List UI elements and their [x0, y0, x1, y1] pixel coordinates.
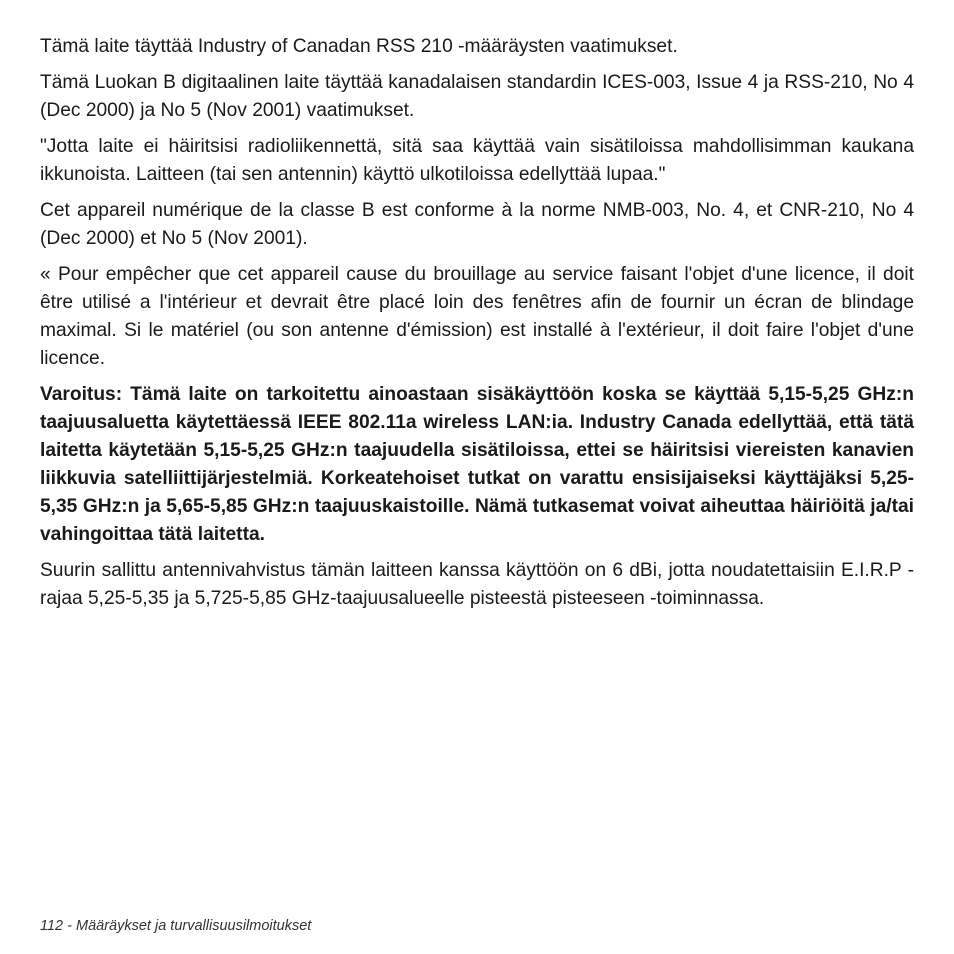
paragraph-class-b-fi: Tämä Luokan B digitaalinen laite täyttää kanadalaisen standardin ICES-003, Issue 4 ja RSS-210, No 4 (Dec 2000) ja No 5 (Nov 2001) vaatimukset. [40, 72, 914, 121]
page-footer: 112 - Määräykset ja turvallisuusilmoitukset [40, 918, 312, 934]
document-body [40, 33, 914, 621]
paragraph-ic-compliance: Tämä laite täyttää Industry of Canadan RSS 210 -määräysten vaatimukset. [40, 36, 678, 57]
paragraph-interference-fr: « Pour empêcher que cet appareil cause du brouillage au service faisant l'objet d'une licence, il doit être utilisé a l'intérieur et devrait être placé loin des fenêtres afin de fournir un écran de blindage maximal. Si le matériel (ou son antenne d'émission) est installé à l'extérieur, il doit faire l'objet d'une licence. [40, 264, 914, 369]
paragraph-antenna-gain: Suurin sallittu antennivahvistus tämän laitteen kanssa käyttöön on 6 dBi, jotta noudatettaisiin E.I.R.P -rajaa 5,25-5,35 ja 5,725-5,85 GHz-taajuusalueelle pisteestä pisteeseen -toiminnassa. [40, 560, 914, 609]
paragraph-warning: Varoitus: Tämä laite on tarkoitettu ainoastaan sisäkäyttöön koska se käyttää 5,15-5,25 GHz:n taajuusaluetta käytettäessä IEEE 802.11a wireless LAN:ia. Industry Canada edellyttää, että tätä laitetta käytetään 5,15-5,25 GHz:n taajuudella sisätiloissa, ettei se häiritsisi viereisten kanavien liikkuvia satelliittijärjestelmiä. Korkeatehoiset tutkat on varattu ensisijaiseksi käyttäjäksi 5,25-5,35 GHz:n ja 5,65-5,85 GHz:n taajuuskaistoille. Nämä tutkasemat voivat aiheuttaa häiriöitä ja/tai vahingoittaa tätä laitetta. [40, 384, 914, 545]
paragraph-radio-interference-fi: "Jotta laite ei häiritsisi radioliikennettä, sitä saa käyttää vain sisätiloissa mahdollisimman kaukana ikkunoista. Laitteen (tai sen antennin) käyttö ulkotiloissa edellyttää lupaa." [40, 136, 914, 185]
paragraph-class-b-fr: Cet appareil numérique de la classe B est conforme à la norme NMB-003, No. 4, et CNR-210, No 4 (Dec 2000) et No 5 (Nov 2001). [40, 200, 914, 249]
